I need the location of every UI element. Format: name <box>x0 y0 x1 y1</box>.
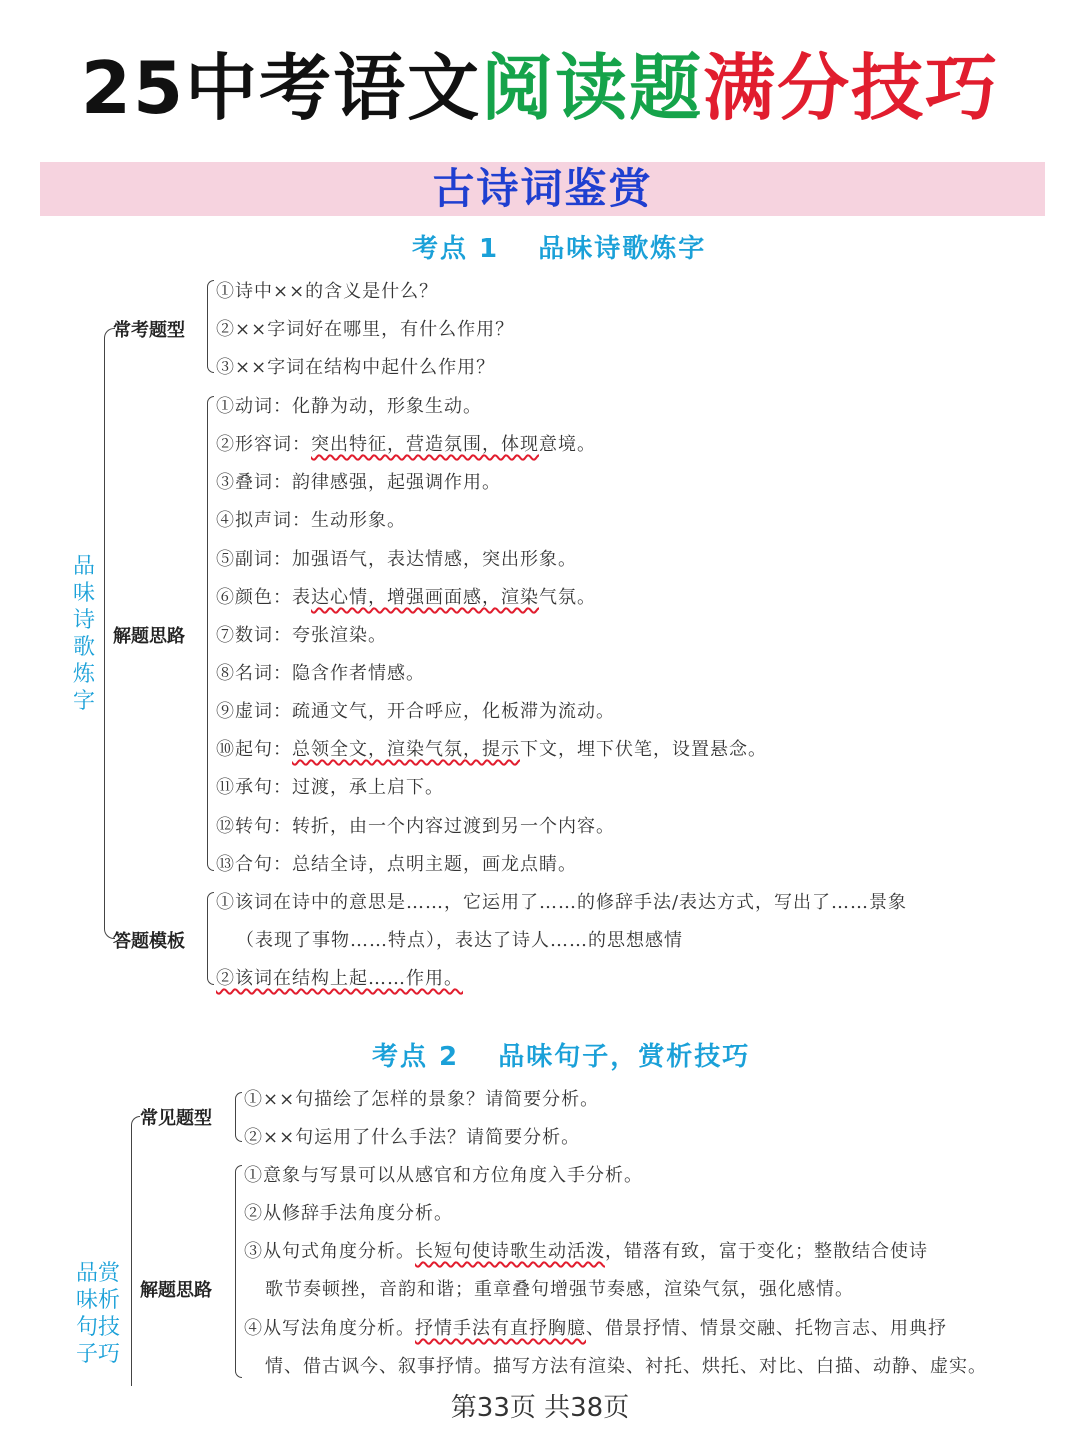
vlabel-row: 品赏 <box>75 1261 120 1286</box>
list-item: ⑪承句：过渡，承上启下。 <box>216 777 444 798</box>
list-item: ③××字词在结构中起什么作用？ <box>216 357 496 378</box>
vlabel-char: 味 <box>72 581 95 606</box>
group1-brace-bottom <box>207 326 214 373</box>
section1-brace-bottom <box>104 633 115 939</box>
list-item: ⑧名词：隐含作者情感。 <box>216 663 425 684</box>
list-item: ④拟声词：生动形象。 <box>216 510 406 531</box>
group3-brace-top <box>207 892 214 939</box>
item-highlight: ②该词在结构上起……作用。 <box>216 968 463 989</box>
section1-brace-top <box>104 328 115 634</box>
list-item: ⑨虚词：疏通文气，开合呼应，化板滞为流动。 <box>216 701 615 722</box>
list-item: ②××字词好在哪里，有什么作用？ <box>216 319 515 340</box>
item-highlight: 达心情，增强画面感，渲染 <box>311 587 539 608</box>
group1-brace-top <box>207 280 214 327</box>
list-item <box>244 1314 947 1340</box>
item-prefix: ③从句式角度分析。 <box>244 1241 415 1262</box>
item-suffix: 意境。 <box>539 434 596 455</box>
group-name-jieti: 解题思路 <box>113 626 185 647</box>
page-title <box>0 40 1080 136</box>
section2-vertical-label <box>70 1260 126 1368</box>
vlabel-row: 味析 <box>75 1288 120 1313</box>
list-item: （表现了事物……特点），表达了诗人……的思想感情 <box>236 930 683 951</box>
title-part-green: 阅读题 <box>481 46 704 130</box>
item-prefix: ④从写法角度分析。 <box>244 1318 415 1339</box>
list-item: ①××句描绘了怎样的景象？请简要分析。 <box>244 1089 600 1110</box>
list-item: ②从修辞手法角度分析。 <box>244 1203 453 1224</box>
s2-group1-brace-bottom <box>235 1116 242 1142</box>
group3-brace-bottom <box>207 938 214 985</box>
item-suffix: 下文，埋下伏笔，设置悬念。 <box>520 739 767 760</box>
list-item: ②××句运用了什么手法？请简要分析。 <box>244 1127 581 1148</box>
page-number: 第33页 共38页 <box>450 1393 630 1423</box>
list-item: 情、借古讽今、叙事抒情。描写方法有渲染、衬托、烘托、对比、白描、动静、虚实。 <box>265 1356 987 1377</box>
list-item: ③叠词：韵律感强，起强调作用。 <box>216 472 501 493</box>
title-part-black: 25中考语文 <box>80 46 482 130</box>
s2-group2-brace-top <box>235 1165 242 1288</box>
vlabel-char: 炼 <box>72 662 95 687</box>
list-item: 歌节奏顿挫，音韵和谐；重章叠句增强节奏感，渲染气氛，强化感情。 <box>265 1279 854 1300</box>
vlabel-char: 诗 <box>72 608 95 633</box>
item-suffix: 、借景抒情、情景交融、托物言志、用典抒 <box>586 1318 947 1339</box>
list-item <box>216 964 463 990</box>
item-prefix: ②形容词： <box>216 434 311 455</box>
item-highlight: 总领全文，渲染气氛，提示 <box>292 739 520 760</box>
list-item: ①该词在诗中的意思是……，它运用了……的修辞手法/表达方式，写出了……景象 <box>216 892 908 913</box>
vlabel-char: 品 <box>72 554 95 579</box>
group-name-dati: 答题模板 <box>113 931 185 952</box>
list-item <box>244 1237 928 1263</box>
list-item: ⑤副词：加强语气，表达情感，突出形象。 <box>216 549 577 570</box>
item-highlight: 突出特征，营造氛围，体现 <box>311 434 539 455</box>
section1-vertical-label <box>70 553 98 715</box>
vlabel-char: 歌 <box>72 635 95 660</box>
list-item: ①诗中××的含义是什么？ <box>216 281 439 302</box>
item-suffix: 气氛。 <box>539 587 596 608</box>
group2-brace-top <box>207 396 214 634</box>
list-item: ⑬合句：总结全诗，点明主题，画龙点睛。 <box>216 854 577 875</box>
group-name-s2-jieti: 解题思路 <box>140 1280 212 1301</box>
group-name-changkao: 常考题型 <box>113 320 185 341</box>
section2-brace-bottom <box>131 1330 132 1386</box>
list-item: ①动词：化静为动，形象生动。 <box>216 396 482 417</box>
vlabel-row: 子巧 <box>75 1342 120 1367</box>
s2-group1-brace-top <box>235 1092 242 1117</box>
item-highlight: 长短句使诗歌生动活泼 <box>415 1241 605 1262</box>
group-name-changjian: 常见题型 <box>140 1108 212 1129</box>
section2-brace-top <box>131 1116 140 1331</box>
vlabel-row: 句技 <box>75 1315 120 1340</box>
list-item: ⑫转句：转折，由一个内容过渡到另一个内容。 <box>216 816 615 837</box>
title-part-red: 满分技巧 <box>703 46 1000 130</box>
group2-brace-bottom <box>207 633 214 871</box>
s2-group2-brace-bottom <box>235 1287 242 1378</box>
section-banner <box>40 162 1045 216</box>
section2-heading: 考点 2 品味句子，赏析技巧 <box>372 1042 751 1072</box>
list-item: ①意象与写景可以从感官和方位角度入手分析。 <box>244 1165 643 1186</box>
item-prefix: ⑥颜色：表 <box>216 587 311 608</box>
list-item <box>216 430 596 456</box>
vlabel-char: 字 <box>72 689 95 714</box>
list-item <box>216 735 767 761</box>
item-prefix: ⑩起句： <box>216 739 292 760</box>
list-item <box>216 583 596 609</box>
list-item: ⑦数词：夸张渲染。 <box>216 625 387 646</box>
section1-heading: 考点 1 品味诗歌炼字 <box>412 234 707 264</box>
item-suffix: ，错落有致，富于变化；整散结合使诗 <box>605 1241 928 1262</box>
banner-text: 古诗词鉴赏 <box>432 164 653 213</box>
item-highlight: 抒情手法有直抒胸臆 <box>415 1318 586 1339</box>
